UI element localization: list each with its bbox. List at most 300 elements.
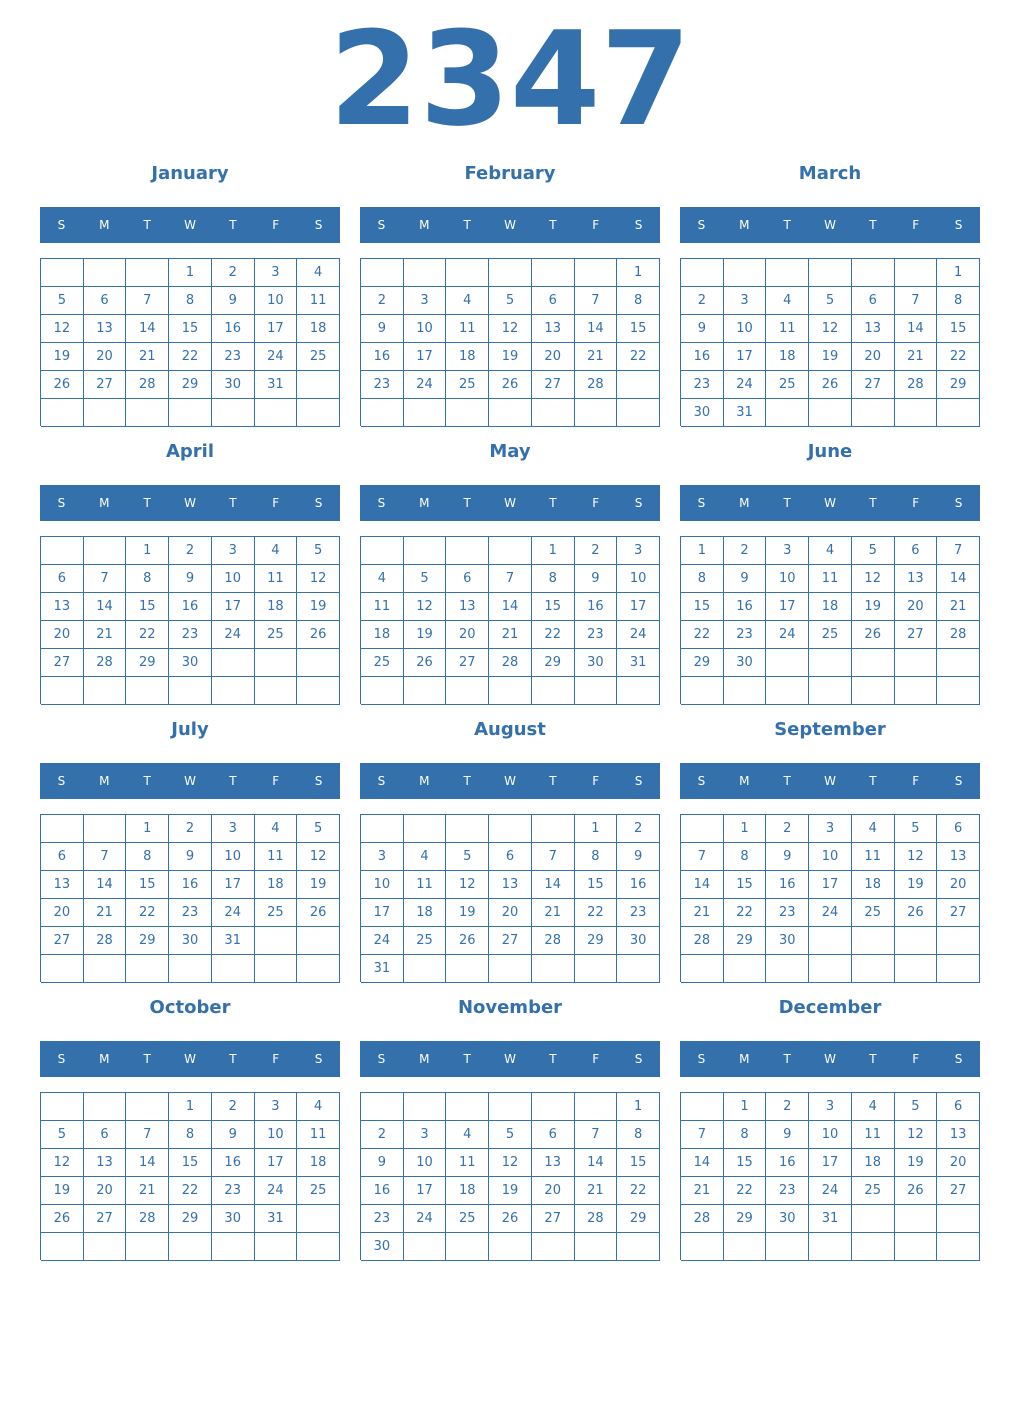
day-cell: 6 bbox=[937, 1093, 980, 1121]
day-cell: 13 bbox=[532, 1149, 575, 1177]
month-name: December bbox=[778, 997, 882, 1018]
day-cell: 8 bbox=[937, 287, 980, 315]
empty-day-cell bbox=[766, 649, 809, 677]
day-cell: 10 bbox=[766, 565, 809, 593]
weekday-label: S bbox=[377, 496, 386, 510]
day-cell: 2 bbox=[169, 815, 212, 843]
day-cell: 1 bbox=[617, 1093, 660, 1121]
day-cell: 9 bbox=[681, 315, 724, 343]
empty-day-cell bbox=[361, 677, 404, 705]
day-cell: 15 bbox=[169, 315, 212, 343]
weekday-header bbox=[680, 763, 980, 799]
weekday-label: W bbox=[504, 1052, 516, 1066]
day-cell: 17 bbox=[766, 593, 809, 621]
empty-day-cell bbox=[446, 399, 489, 427]
day-cell: 30 bbox=[681, 399, 724, 427]
empty-day-cell bbox=[809, 677, 852, 705]
month-name: April bbox=[165, 441, 215, 462]
day-cell: 9 bbox=[766, 843, 809, 871]
empty-day-cell bbox=[617, 399, 660, 427]
day-cell: 24 bbox=[724, 371, 767, 399]
empty-day-cell bbox=[255, 399, 298, 427]
day-cell: 18 bbox=[852, 1149, 895, 1177]
day-cell: 17 bbox=[809, 1149, 852, 1177]
day-cell: 1 bbox=[169, 1093, 212, 1121]
day-cell: 22 bbox=[575, 899, 618, 927]
weekday-label: S bbox=[57, 774, 66, 788]
day-cell: 17 bbox=[809, 871, 852, 899]
empty-day-cell bbox=[126, 259, 169, 287]
day-cell: 10 bbox=[617, 565, 660, 593]
empty-day-cell bbox=[895, 955, 938, 983]
weekday-label: F bbox=[592, 1052, 600, 1066]
empty-day-cell bbox=[297, 955, 340, 983]
day-cell: 19 bbox=[852, 593, 895, 621]
day-cell: 27 bbox=[532, 1205, 575, 1233]
day-cell: 25 bbox=[852, 899, 895, 927]
empty-day-cell bbox=[84, 1233, 127, 1261]
day-cell: 29 bbox=[169, 1205, 212, 1233]
day-cell: 11 bbox=[446, 1149, 489, 1177]
weekday-label: S bbox=[697, 1052, 706, 1066]
day-cell: 22 bbox=[126, 621, 169, 649]
weekday-header bbox=[40, 485, 340, 521]
day-cell: 14 bbox=[681, 871, 724, 899]
empty-day-cell bbox=[895, 677, 938, 705]
day-cell: 26 bbox=[446, 927, 489, 955]
weekday-label: T bbox=[463, 1052, 471, 1066]
day-cell: 19 bbox=[41, 1177, 84, 1205]
day-cell: 6 bbox=[532, 287, 575, 315]
day-cell: 14 bbox=[489, 593, 532, 621]
day-cell: 3 bbox=[809, 815, 852, 843]
month-name: July bbox=[171, 719, 209, 740]
day-cell: 9 bbox=[617, 843, 660, 871]
empty-day-cell bbox=[255, 1233, 298, 1261]
empty-day-cell bbox=[489, 955, 532, 983]
day-cell: 30 bbox=[617, 927, 660, 955]
day-cell: 23 bbox=[766, 899, 809, 927]
day-cell: 31 bbox=[809, 1205, 852, 1233]
day-cell: 21 bbox=[575, 343, 618, 371]
day-cell: 6 bbox=[895, 537, 938, 565]
day-cell: 3 bbox=[617, 537, 660, 565]
empty-day-cell bbox=[895, 1233, 938, 1261]
day-cell: 19 bbox=[895, 871, 938, 899]
day-cell: 6 bbox=[852, 287, 895, 315]
month-name: February bbox=[464, 163, 556, 184]
day-cell: 3 bbox=[255, 259, 298, 287]
day-cell: 15 bbox=[681, 593, 724, 621]
weekday-label: M bbox=[99, 774, 110, 788]
empty-day-cell bbox=[404, 955, 447, 983]
day-cell: 11 bbox=[852, 843, 895, 871]
weekday-label: F bbox=[592, 496, 600, 510]
weekday-label: M bbox=[739, 1052, 750, 1066]
empty-day-cell bbox=[852, 649, 895, 677]
day-cell: 1 bbox=[724, 815, 767, 843]
day-cell: 13 bbox=[852, 315, 895, 343]
empty-day-cell bbox=[446, 537, 489, 565]
day-cell: 5 bbox=[41, 287, 84, 315]
day-cell: 22 bbox=[126, 899, 169, 927]
empty-day-cell bbox=[766, 259, 809, 287]
day-cell: 27 bbox=[446, 649, 489, 677]
weekday-label: T bbox=[463, 218, 471, 232]
day-cell: 20 bbox=[41, 899, 84, 927]
day-cell: 9 bbox=[766, 1121, 809, 1149]
empty-day-cell bbox=[681, 1233, 724, 1261]
empty-day-cell bbox=[41, 1233, 84, 1261]
day-cell: 4 bbox=[766, 287, 809, 315]
day-cell: 29 bbox=[575, 927, 618, 955]
day-cell: 7 bbox=[126, 1121, 169, 1149]
month-name: September bbox=[774, 719, 886, 740]
day-cell: 14 bbox=[84, 593, 127, 621]
day-cell: 25 bbox=[404, 927, 447, 955]
day-cell: 11 bbox=[446, 315, 489, 343]
day-cell: 20 bbox=[41, 621, 84, 649]
day-cell: 11 bbox=[852, 1121, 895, 1149]
weekday-label: W bbox=[184, 774, 196, 788]
day-cell: 23 bbox=[681, 371, 724, 399]
day-cell: 29 bbox=[617, 1205, 660, 1233]
day-cell: 13 bbox=[41, 871, 84, 899]
day-cell: 13 bbox=[41, 593, 84, 621]
day-cell: 17 bbox=[212, 593, 255, 621]
day-cell: 7 bbox=[489, 565, 532, 593]
day-cell: 6 bbox=[446, 565, 489, 593]
day-cell: 8 bbox=[575, 843, 618, 871]
weekday-label: T bbox=[463, 774, 471, 788]
day-cell: 18 bbox=[255, 593, 298, 621]
day-cell: 4 bbox=[297, 259, 340, 287]
weekday-label: W bbox=[504, 496, 516, 510]
day-cell: 28 bbox=[489, 649, 532, 677]
day-cell: 29 bbox=[937, 371, 980, 399]
day-cell: 20 bbox=[937, 1149, 980, 1177]
day-cell: 24 bbox=[255, 343, 298, 371]
empty-day-cell bbox=[575, 1233, 618, 1261]
empty-day-cell bbox=[489, 259, 532, 287]
day-cell: 4 bbox=[852, 1093, 895, 1121]
day-cell: 16 bbox=[766, 871, 809, 899]
day-cell: 14 bbox=[532, 871, 575, 899]
day-cell: 17 bbox=[404, 1177, 447, 1205]
day-cell: 18 bbox=[766, 343, 809, 371]
day-cell: 29 bbox=[126, 649, 169, 677]
empty-day-cell bbox=[937, 649, 980, 677]
day-cell: 18 bbox=[446, 343, 489, 371]
day-cell: 20 bbox=[532, 1177, 575, 1205]
empty-day-cell bbox=[126, 1233, 169, 1261]
month-name: October bbox=[149, 997, 231, 1018]
day-cell: 6 bbox=[489, 843, 532, 871]
weekday-label: S bbox=[954, 1052, 963, 1066]
empty-day-cell bbox=[404, 399, 447, 427]
weekday-label: W bbox=[184, 218, 196, 232]
day-grid bbox=[360, 258, 660, 426]
empty-day-cell bbox=[489, 399, 532, 427]
day-cell: 16 bbox=[169, 871, 212, 899]
weekday-label: F bbox=[912, 1052, 920, 1066]
empty-day-cell bbox=[809, 1233, 852, 1261]
day-cell: 12 bbox=[297, 565, 340, 593]
day-cell: 23 bbox=[575, 621, 618, 649]
weekday-label: S bbox=[634, 774, 643, 788]
day-cell: 18 bbox=[852, 871, 895, 899]
day-cell: 11 bbox=[404, 871, 447, 899]
day-cell: 28 bbox=[126, 1205, 169, 1233]
empty-day-cell bbox=[809, 955, 852, 983]
empty-day-cell bbox=[255, 677, 298, 705]
weekday-label: S bbox=[314, 1052, 323, 1066]
day-cell: 21 bbox=[84, 899, 127, 927]
day-cell: 2 bbox=[575, 537, 618, 565]
empty-day-cell bbox=[895, 259, 938, 287]
day-cell: 11 bbox=[766, 315, 809, 343]
day-cell: 7 bbox=[575, 287, 618, 315]
empty-day-cell bbox=[575, 677, 618, 705]
weekday-label: S bbox=[954, 218, 963, 232]
day-cell: 16 bbox=[617, 871, 660, 899]
weekday-label: S bbox=[697, 774, 706, 788]
day-grid bbox=[680, 536, 980, 704]
day-cell: 8 bbox=[126, 843, 169, 871]
day-cell: 9 bbox=[361, 1149, 404, 1177]
day-cell: 15 bbox=[937, 315, 980, 343]
day-cell: 19 bbox=[489, 343, 532, 371]
weekday-label: S bbox=[377, 1052, 386, 1066]
empty-day-cell bbox=[169, 399, 212, 427]
day-cell: 21 bbox=[681, 1177, 724, 1205]
day-cell: 5 bbox=[446, 843, 489, 871]
day-cell: 28 bbox=[84, 649, 127, 677]
day-cell: 20 bbox=[895, 593, 938, 621]
day-cell: 26 bbox=[895, 1177, 938, 1205]
day-cell: 15 bbox=[724, 871, 767, 899]
day-cell: 5 bbox=[489, 1121, 532, 1149]
day-cell: 12 bbox=[852, 565, 895, 593]
day-cell: 24 bbox=[809, 899, 852, 927]
day-cell: 25 bbox=[446, 1205, 489, 1233]
day-cell: 28 bbox=[681, 927, 724, 955]
day-cell: 27 bbox=[895, 621, 938, 649]
day-cell: 9 bbox=[724, 565, 767, 593]
empty-day-cell bbox=[84, 537, 127, 565]
empty-day-cell bbox=[446, 1093, 489, 1121]
day-cell: 30 bbox=[212, 1205, 255, 1233]
day-cell: 9 bbox=[212, 287, 255, 315]
day-cell: 12 bbox=[446, 871, 489, 899]
day-cell: 24 bbox=[404, 371, 447, 399]
day-cell: 16 bbox=[169, 593, 212, 621]
empty-day-cell bbox=[212, 649, 255, 677]
day-cell: 21 bbox=[895, 343, 938, 371]
empty-day-cell bbox=[84, 955, 127, 983]
day-cell: 2 bbox=[212, 1093, 255, 1121]
day-cell: 19 bbox=[809, 343, 852, 371]
day-cell: 14 bbox=[937, 565, 980, 593]
weekday-label: M bbox=[99, 496, 110, 510]
weekday-label: S bbox=[57, 218, 66, 232]
day-cell: 16 bbox=[212, 1149, 255, 1177]
month-name: March bbox=[798, 163, 862, 184]
month-name: May bbox=[489, 441, 531, 462]
day-grid bbox=[360, 814, 660, 982]
weekday-label: T bbox=[549, 774, 557, 788]
day-cell: 3 bbox=[212, 537, 255, 565]
month-name: November bbox=[457, 997, 563, 1018]
day-cell: 12 bbox=[404, 593, 447, 621]
day-cell: 4 bbox=[852, 815, 895, 843]
day-cell: 31 bbox=[255, 1205, 298, 1233]
day-grid bbox=[40, 258, 340, 426]
day-cell: 22 bbox=[937, 343, 980, 371]
day-cell: 16 bbox=[766, 1149, 809, 1177]
empty-day-cell bbox=[297, 1233, 340, 1261]
day-cell: 1 bbox=[126, 815, 169, 843]
day-cell: 29 bbox=[724, 1205, 767, 1233]
empty-day-cell bbox=[297, 927, 340, 955]
day-cell: 27 bbox=[84, 1205, 127, 1233]
empty-day-cell bbox=[489, 815, 532, 843]
empty-day-cell bbox=[84, 677, 127, 705]
empty-day-cell bbox=[852, 1233, 895, 1261]
day-cell: 8 bbox=[724, 1121, 767, 1149]
empty-day-cell bbox=[126, 677, 169, 705]
empty-day-cell bbox=[126, 399, 169, 427]
day-cell: 21 bbox=[937, 593, 980, 621]
empty-day-cell bbox=[446, 815, 489, 843]
day-cell: 9 bbox=[361, 315, 404, 343]
day-cell: 12 bbox=[297, 843, 340, 871]
empty-day-cell bbox=[446, 1233, 489, 1261]
day-cell: 6 bbox=[41, 843, 84, 871]
empty-day-cell bbox=[404, 677, 447, 705]
empty-day-cell bbox=[212, 399, 255, 427]
day-cell: 11 bbox=[255, 565, 298, 593]
day-cell: 30 bbox=[766, 1205, 809, 1233]
empty-day-cell bbox=[255, 649, 298, 677]
day-cell: 19 bbox=[489, 1177, 532, 1205]
day-cell: 9 bbox=[575, 565, 618, 593]
day-grid bbox=[360, 536, 660, 704]
day-cell: 24 bbox=[255, 1177, 298, 1205]
empty-day-cell bbox=[41, 677, 84, 705]
day-cell: 21 bbox=[489, 621, 532, 649]
day-cell: 11 bbox=[297, 1121, 340, 1149]
day-cell: 26 bbox=[297, 899, 340, 927]
empty-day-cell bbox=[724, 955, 767, 983]
day-cell: 5 bbox=[895, 1093, 938, 1121]
day-cell: 15 bbox=[724, 1149, 767, 1177]
empty-day-cell bbox=[766, 677, 809, 705]
weekday-label: T bbox=[549, 496, 557, 510]
weekday-header bbox=[40, 763, 340, 799]
day-cell: 4 bbox=[446, 1121, 489, 1149]
empty-day-cell bbox=[617, 371, 660, 399]
day-cell: 1 bbox=[617, 259, 660, 287]
month-name: June bbox=[807, 441, 853, 462]
weekday-label: M bbox=[99, 1052, 110, 1066]
empty-day-cell bbox=[809, 649, 852, 677]
day-cell: 2 bbox=[724, 537, 767, 565]
day-cell: 18 bbox=[809, 593, 852, 621]
day-cell: 14 bbox=[895, 315, 938, 343]
weekday-header bbox=[360, 763, 660, 799]
day-cell: 2 bbox=[361, 1121, 404, 1149]
month-name: January bbox=[151, 163, 229, 184]
day-cell: 3 bbox=[212, 815, 255, 843]
weekday-label: W bbox=[824, 218, 836, 232]
weekday-label: S bbox=[57, 1052, 66, 1066]
day-cell: 13 bbox=[489, 871, 532, 899]
day-cell: 16 bbox=[724, 593, 767, 621]
weekday-label: F bbox=[912, 496, 920, 510]
day-cell: 22 bbox=[681, 621, 724, 649]
day-cell: 31 bbox=[724, 399, 767, 427]
day-cell: 17 bbox=[255, 315, 298, 343]
day-cell: 21 bbox=[126, 1177, 169, 1205]
empty-day-cell bbox=[84, 399, 127, 427]
empty-day-cell bbox=[724, 1233, 767, 1261]
day-cell: 2 bbox=[169, 537, 212, 565]
day-cell: 28 bbox=[532, 927, 575, 955]
day-grid bbox=[680, 1092, 980, 1260]
day-cell: 5 bbox=[895, 815, 938, 843]
weekday-label: S bbox=[634, 1052, 643, 1066]
empty-day-cell bbox=[41, 399, 84, 427]
day-cell: 30 bbox=[724, 649, 767, 677]
weekday-label: T bbox=[869, 218, 877, 232]
day-cell: 2 bbox=[766, 1093, 809, 1121]
weekday-label: W bbox=[824, 1052, 836, 1066]
day-cell: 18 bbox=[446, 1177, 489, 1205]
weekday-label: F bbox=[272, 496, 280, 510]
day-cell: 27 bbox=[84, 371, 127, 399]
weekday-label: S bbox=[314, 218, 323, 232]
day-cell: 3 bbox=[255, 1093, 298, 1121]
day-cell: 9 bbox=[169, 565, 212, 593]
day-cell: 6 bbox=[937, 815, 980, 843]
day-cell: 15 bbox=[126, 871, 169, 899]
day-cell: 1 bbox=[681, 537, 724, 565]
weekday-label: T bbox=[783, 774, 791, 788]
day-cell: 6 bbox=[41, 565, 84, 593]
day-cell: 1 bbox=[724, 1093, 767, 1121]
day-cell: 26 bbox=[41, 371, 84, 399]
empty-day-cell bbox=[41, 955, 84, 983]
day-cell: 25 bbox=[446, 371, 489, 399]
day-cell: 11 bbox=[361, 593, 404, 621]
day-cell: 13 bbox=[895, 565, 938, 593]
day-cell: 12 bbox=[41, 315, 84, 343]
day-cell: 26 bbox=[852, 621, 895, 649]
weekday-label: T bbox=[143, 774, 151, 788]
empty-day-cell bbox=[532, 677, 575, 705]
day-cell: 25 bbox=[297, 1177, 340, 1205]
day-cell: 10 bbox=[809, 1121, 852, 1149]
day-cell: 22 bbox=[169, 1177, 212, 1205]
weekday-label: M bbox=[419, 774, 430, 788]
weekday-header bbox=[40, 1041, 340, 1077]
day-cell: 20 bbox=[532, 343, 575, 371]
empty-day-cell bbox=[532, 955, 575, 983]
day-cell: 4 bbox=[297, 1093, 340, 1121]
day-cell: 19 bbox=[297, 871, 340, 899]
day-cell: 15 bbox=[126, 593, 169, 621]
